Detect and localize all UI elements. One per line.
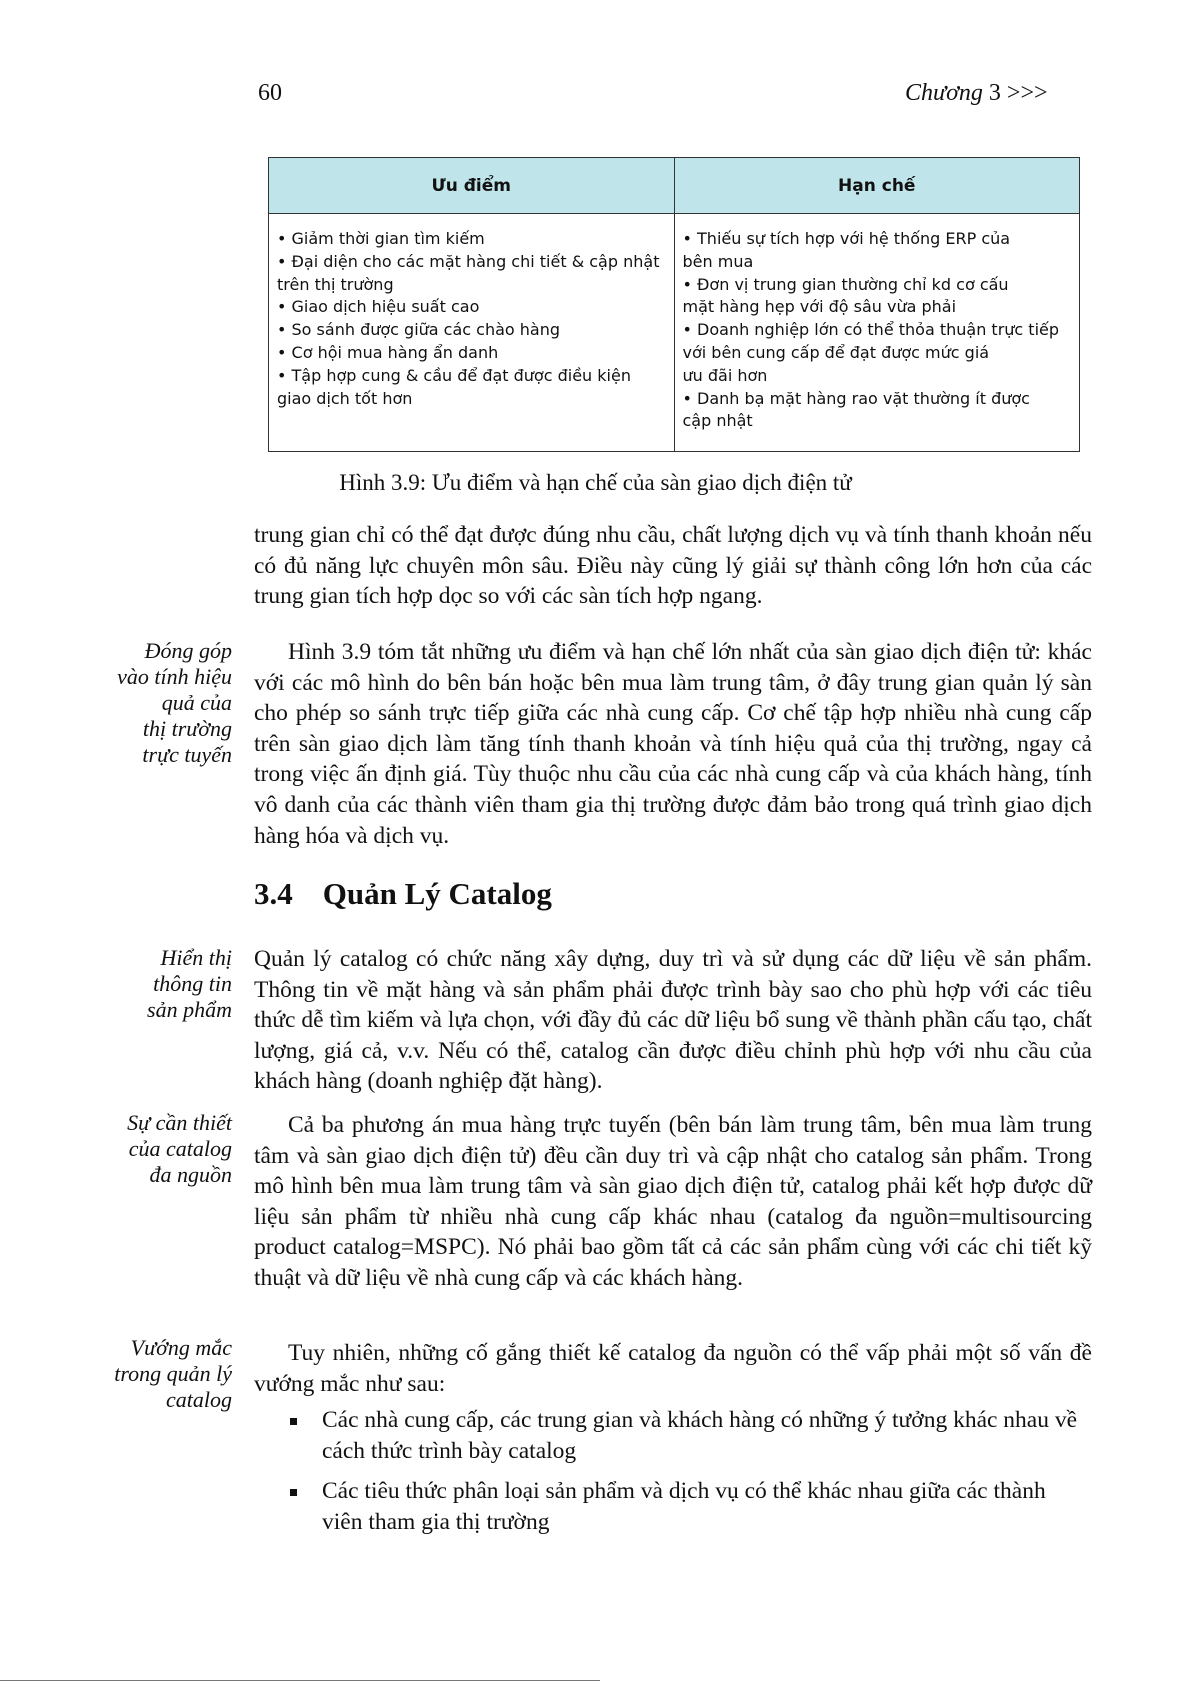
paragraph-2: Hình 3.9 tóm tắt những ưu điểm và hạn chế lớn nhất của sàn giao dịch điện tử: khác với các mô hình do bên bán hoặc bên mua làm trung tâm, ở đây trung gian quản lý sàn cho phép so sánh trực tiếp giữa các nhà cung cấp. Cơ chế tập hợp nhiều nhà cung cấp trên sàn giao dịch làm tăng tính thanh khoản và tính hiệu quả của thị trường, ngay cả trong việc ấn định giá. Tùy thuộc nhu cầu của các nhà cung cấp và của khách hàng, tính vô danh của các thành viên tham gia thị trường được đảm bảo trong quá trình giao dịch hàng hóa và dịch vụ.: [254, 639, 1092, 849]
advantage-line: giao dịch tốt hơn: [277, 388, 413, 408]
margin-note-line: trực tuyến: [142, 742, 232, 767]
limit-line: • Đơn vị trung gian thường chỉ kd cơ cấu: [682, 274, 1009, 294]
limit-line: • Thiếu sự tích hợp với hệ thống ERP của: [682, 229, 1011, 248]
margin-note-line: Sự cần thiết: [127, 1110, 232, 1135]
limits-cell: [674, 214, 1080, 452]
chapter-label: Chương: [905, 80, 983, 106]
list-item: [254, 1476, 1092, 1537]
page-number: 60: [258, 80, 282, 106]
advantages-header: Ưu điểm: [269, 158, 675, 214]
advantage-line: • Cơ hội mua hàng ẩn danh: [277, 342, 499, 362]
limits-header: Hạn chế: [674, 158, 1080, 214]
section-number: 3.4: [254, 876, 293, 911]
section-title: Quản Lý Catalog: [322, 876, 552, 911]
limit-line: • Danh bạ mặt hàng rao vặt thường ít được: [682, 388, 1030, 408]
margin-note-line: Hiển thị: [160, 945, 232, 970]
margin-note-market-contribution: [80, 638, 232, 768]
advantage-line: • Giảm thời gian tìm kiếm: [277, 229, 485, 248]
chapter-number: 3 >>>: [988, 80, 1048, 106]
advantage-line: • Tập hợp cung & cầu để đạt được điều kiện: [277, 365, 631, 385]
advantage-line: • Giao dịch hiệu suất cao: [277, 297, 480, 317]
limit-line: mặt hàng hẹp với độ sâu vừa phải: [682, 297, 957, 317]
advantages-limits-table: [268, 157, 1080, 452]
footer-divider: [0, 1680, 600, 1681]
bullet-square-icon: [290, 1418, 297, 1425]
paragraph-4: Cả ba phương án mua hàng trực tuyến (bên bán làm trung tâm, bên mua làm trung tâm và sàn giao dịch điện tử) đều cần duy trì và cập nhật cho catalog sản phẩm. Trong mô hình bên mua làm trung tâm và sàn giao dịch điện tử, catalog phải kết hợp được dữ liệu sản phẩm từ nhiều nhà cung cấp khác nhau (catalog đa nguồn=multisourcing product catalog=MSPC). Nó phải bao gồm tất cả các sản phẩm cùng với các chi tiết kỹ thuật và dữ liệu về nhà cung cấp và các khách hàng.: [254, 1112, 1092, 1291]
paragraph-3: Quản lý catalog có chức năng xây dựng, duy trì và sử dụng các dữ liệu về sản phẩm. Thông tin về mặt hàng và sản phẩm phải được trình bày sao cho phù hợp với các tiêu thức dễ tìm kiếm và lựa chọn, với đầy đủ các dữ liệu bổ sung về thành phần cấu tạo, chất lượng, giá cả, v.v. Nếu có thể, catalog cần được điều chỉnh phù hợp với nhu cầu của khách hàng (doanh nghiệp đặt hàng).: [254, 946, 1092, 1095]
advantage-line: • So sánh được giữa các chào hàng: [277, 320, 561, 340]
margin-note-line: trong quản lý: [114, 1361, 232, 1386]
limit-line: • Doanh nghiệp lớn có thể thỏa thuận trực tiếp: [682, 320, 1060, 340]
paragraph-1: trung gian chỉ có thể đạt được đúng nhu cầu, chất lượng dịch vụ và tính thanh khoản nếu có đủ năng lực chuyên môn sâu. Điều này cũng lý giải sự thành công lớn hơn của các trung gian tích hợp dọc so với các sàn tích hợp ngang.: [254, 522, 1092, 610]
margin-note-line: Đóng góp: [144, 638, 232, 663]
issues-list: [254, 1405, 1092, 1547]
limit-line: cập nhật: [682, 411, 753, 431]
figure-caption: Hình 3.9: Ưu điểm và hạn chế của sàn giao dịch điện tử: [339, 470, 852, 495]
bullet-square-icon: [290, 1489, 297, 1496]
list-item: [254, 1405, 1092, 1466]
advantage-line: trên thị trường: [277, 274, 394, 294]
list-item-text: Các tiêu thức phân loại sản phẩm và dịch vụ có thể khác nhau giữa các thành viên tham gia thị trường: [322, 1478, 1046, 1535]
margin-note-line: đa nguồn: [149, 1162, 232, 1187]
limit-line: bên mua: [682, 251, 754, 271]
chapter-header: [905, 80, 1048, 107]
advantage-line: • Đại diện cho các mặt hàng chi tiết & cập nhật: [277, 251, 660, 271]
margin-note-line: của catalog: [128, 1136, 232, 1161]
margin-note-line: Vướng mắc: [130, 1335, 232, 1360]
paragraph-5: Tuy nhiên, những cố gắng thiết kế catalog đa nguồn có thể vấp phải một số vấn đề vướng mắc như sau:: [254, 1340, 1092, 1397]
margin-note-line: vào tính hiệu: [117, 664, 232, 689]
limit-line: ưu đãi hơn: [682, 365, 768, 385]
margin-note-line: thị trường: [142, 716, 232, 741]
section-heading: [254, 876, 552, 912]
margin-note-line: catalog: [166, 1387, 232, 1412]
margin-note-line: sản phẩm: [147, 997, 232, 1022]
margin-note-catalog-issues: [80, 1335, 232, 1413]
advantages-cell: [269, 214, 675, 452]
margin-note-line: quả của: [161, 690, 232, 715]
margin-note-line: thông tin: [153, 971, 232, 996]
margin-note-product-display: [80, 945, 232, 1023]
limit-line: với bên cung cấp để đạt được mức giá: [682, 342, 990, 362]
list-item-text: Các nhà cung cấp, các trung gian và khách hàng có những ý tưởng khác nhau về cách thức trình bày catalog: [322, 1407, 1078, 1464]
margin-note-multisource-need: [80, 1110, 232, 1188]
